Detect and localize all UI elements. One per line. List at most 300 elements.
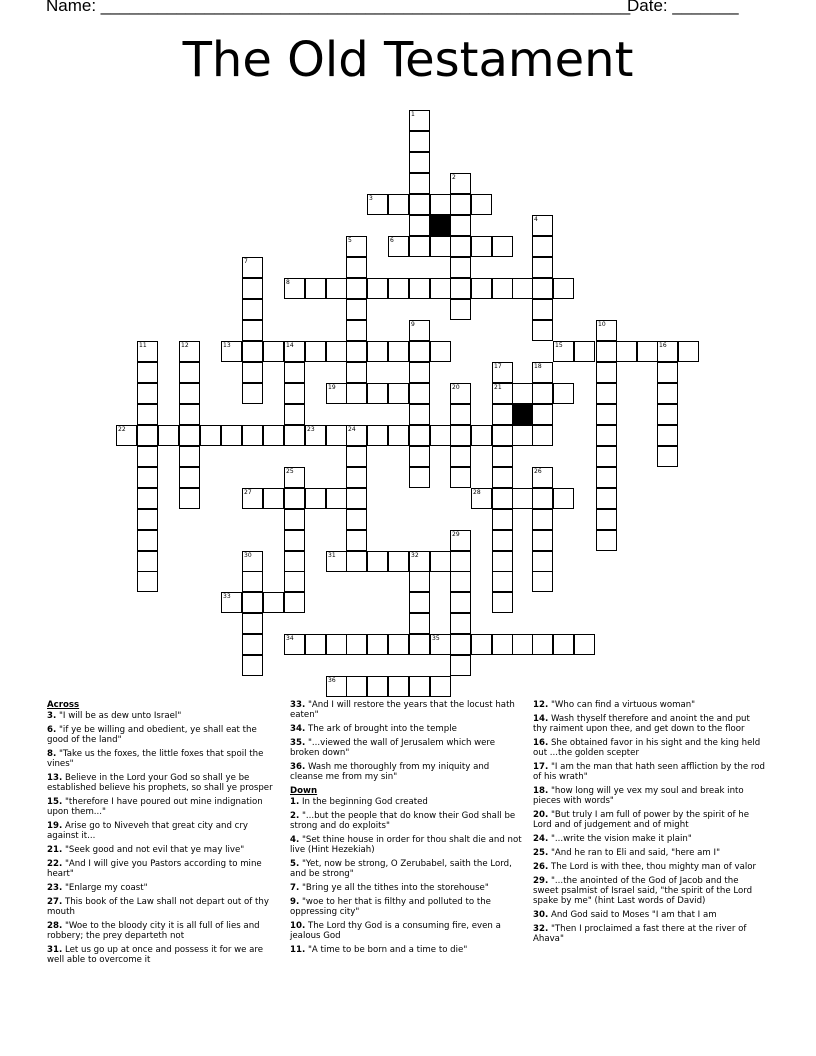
grid-cell[interactable] [430, 425, 451, 446]
clue-item [47, 797, 279, 817]
grid-cell[interactable] [492, 404, 513, 425]
grid-cell[interactable] [409, 215, 430, 236]
clue-item [290, 762, 522, 782]
grid-cell[interactable] [137, 509, 158, 530]
grid-cell[interactable] [450, 551, 471, 572]
clue-number-label: 1. [290, 797, 300, 807]
grid-cell[interactable] [492, 488, 513, 509]
grid-cell[interactable] [532, 404, 553, 425]
clue-item [47, 921, 279, 941]
grid-cell[interactable] [305, 634, 326, 655]
grid-cell[interactable] [532, 236, 553, 257]
clue-text: The Lord is with thee, thou mighty man of valor [548, 862, 757, 872]
grid-cell[interactable] [492, 446, 513, 467]
clue-text: "Set thine house in order for thou shalt die and not live (Hint Hezekiah) [290, 835, 522, 855]
clue-number-label: 29. [533, 876, 549, 886]
clue-item [290, 700, 522, 720]
grid-cell[interactable] [574, 341, 595, 362]
clue-number-label: 17. [533, 762, 549, 772]
grid-cell[interactable] [409, 194, 430, 215]
grid-cell[interactable] [450, 613, 471, 634]
grid-cell[interactable] [430, 236, 451, 257]
grid-cell[interactable] [430, 278, 451, 299]
grid-cell[interactable] [450, 425, 471, 446]
grid-cell[interactable] [596, 362, 617, 383]
clue-number: 4 [534, 216, 538, 223]
clue-number-label: 21. [47, 845, 63, 855]
grid-cell[interactable] [596, 509, 617, 530]
grid-cell[interactable] [450, 404, 471, 425]
grid-cell[interactable] [596, 446, 617, 467]
clue-item [290, 859, 522, 879]
grid-cell[interactable] [179, 362, 200, 383]
clue-number: 20 [452, 384, 460, 391]
grid-cell[interactable] [409, 131, 430, 152]
clue-item [47, 821, 279, 841]
grid-cell[interactable] [305, 278, 326, 299]
clue-item [533, 862, 765, 872]
date-label: Date: _______ [627, 0, 739, 15]
clue-text: "I am the man that hath seen affliction by the rod of his wrath" [533, 762, 765, 782]
grid-cell[interactable] [512, 488, 533, 509]
grid-cell[interactable] [137, 383, 158, 404]
clue-text: This book of the Law shall not depart out of thy mouth [47, 897, 269, 917]
clue-text: The ark of brought into the temple [305, 724, 457, 734]
clue-number: 2 [452, 174, 456, 181]
grid-cell[interactable] [388, 634, 409, 655]
grid-cell[interactable] [596, 341, 617, 362]
clue-item [290, 797, 522, 807]
grid-cell[interactable] [657, 404, 678, 425]
grid-cell[interactable] [409, 676, 430, 697]
grid-cell[interactable] [242, 383, 263, 404]
clue-text: Let us go up at once and possess it for we are well able to overcome it [47, 945, 264, 965]
clue-number: 8 [286, 279, 290, 286]
grid-cell[interactable] [532, 634, 553, 655]
clue-number: 12 [181, 342, 189, 349]
clue-number: 29 [452, 531, 460, 538]
grid-cell[interactable] [553, 488, 574, 509]
clue-item [290, 811, 522, 831]
grid-cell[interactable] [409, 278, 430, 299]
clue-item [290, 883, 522, 893]
grid-cell[interactable] [263, 592, 284, 613]
clue-text: "I will be as dew unto Israel" [56, 711, 182, 721]
grid-cell[interactable] [388, 341, 409, 362]
grid-cell[interactable] [326, 341, 347, 362]
grid-cell[interactable] [137, 425, 158, 446]
grid-cell[interactable] [450, 194, 471, 215]
grid-cell[interactable] [346, 634, 367, 655]
clues-column-2 [290, 700, 522, 959]
clue-number: 3 [369, 195, 373, 202]
grid-cell[interactable] [409, 362, 430, 383]
clue-number: 11 [139, 342, 147, 349]
grid-cell[interactable] [492, 634, 513, 655]
grid-cell[interactable] [512, 278, 533, 299]
grid-cell[interactable] [553, 634, 574, 655]
clue-item [47, 859, 279, 879]
across-heading: Across [47, 700, 80, 710]
grid-cell[interactable] [492, 278, 513, 299]
grid-cell[interactable] [409, 404, 430, 425]
clue-item [47, 845, 279, 855]
grid-cell[interactable] [532, 257, 553, 278]
grid-cell[interactable] [553, 278, 574, 299]
grid-cell[interactable] [346, 467, 367, 488]
clue-text: "And I will give you Pastors according to mine heart" [47, 859, 262, 879]
grid-cell[interactable] [532, 383, 553, 404]
grid-cell[interactable] [388, 425, 409, 446]
grid-cell[interactable] [367, 676, 388, 697]
grid-cell[interactable] [450, 655, 471, 676]
clue-text: She obtained favor in his sight and the king held out ...the golden scepter [533, 738, 761, 758]
clue-item [47, 749, 279, 769]
grid-cell[interactable] [388, 194, 409, 215]
grid-cell[interactable] [492, 425, 513, 446]
grid-cell[interactable] [532, 530, 553, 551]
clue-number-label: 9. [290, 897, 300, 907]
grid-cell[interactable] [346, 383, 367, 404]
grid-cell[interactable] [179, 425, 200, 446]
clue-text: "therefore I have poured out mine indignation upon them..." [47, 797, 263, 817]
grid-cell[interactable] [284, 488, 305, 509]
grid-cell[interactable] [409, 613, 430, 634]
grid-cell[interactable] [137, 362, 158, 383]
clue-number: 22 [118, 426, 126, 433]
grid-cell[interactable] [430, 551, 451, 572]
grid-cell[interactable] [657, 383, 678, 404]
grid-cell[interactable] [532, 551, 553, 572]
grid-cell[interactable] [388, 676, 409, 697]
grid-cell[interactable] [346, 320, 367, 341]
grid-cell[interactable] [450, 446, 471, 467]
clue-text: Arise go to Niveveh that great city and cry against it... [47, 821, 248, 841]
grid-cell[interactable] [512, 425, 533, 446]
clue-item [47, 711, 279, 721]
grid-cell[interactable] [450, 278, 471, 299]
grid-cell[interactable] [367, 551, 388, 572]
grid-cell[interactable] [450, 467, 471, 488]
grid-cell[interactable] [242, 341, 263, 362]
clue-number: 32 [411, 552, 419, 559]
clue-number: 35 [432, 635, 440, 642]
grid-cell[interactable] [532, 488, 553, 509]
grid-cell[interactable] [492, 530, 513, 551]
clues-column-3 [533, 700, 765, 948]
grid-cell[interactable] [657, 425, 678, 446]
clue-number: 10 [598, 321, 606, 328]
grid-cell[interactable] [409, 152, 430, 173]
grid-cell[interactable] [346, 676, 367, 697]
grid-cell[interactable] [409, 425, 430, 446]
grid-cell[interactable] [450, 592, 471, 613]
clue-text: "how long will ye vex my soul and break into pieces with words" [533, 786, 744, 806]
clue-number-label: 5. [290, 859, 300, 869]
grid-cell[interactable] [596, 530, 617, 551]
grid-cell[interactable] [409, 341, 430, 362]
grid-cell[interactable] [409, 236, 430, 257]
grid-cell[interactable] [284, 592, 305, 613]
grid-cell[interactable] [284, 509, 305, 530]
clue-item [533, 910, 765, 920]
grid-cell[interactable] [450, 571, 471, 592]
clue-number: 36 [328, 677, 336, 684]
clue-item [533, 714, 765, 734]
clue-number-label: 35. [290, 738, 306, 748]
grid-cell[interactable] [137, 571, 158, 592]
clue-item [290, 835, 522, 855]
clue-item [290, 724, 522, 734]
grid-cell[interactable] [532, 278, 553, 299]
clue-text: "Seek good and not evil that ye may live" [62, 845, 245, 855]
clue-number: 5 [348, 237, 352, 244]
clue-number: 28 [473, 489, 481, 496]
clue-text: "Bring ye all the tithes into the storehouse" [299, 883, 489, 893]
grid-cell[interactable] [388, 383, 409, 404]
grid-cell[interactable] [137, 488, 158, 509]
grid-cell[interactable] [346, 257, 367, 278]
clue-text: "Then I proclaimed a fast there at the river of Ahava" [533, 924, 747, 944]
grid-cell[interactable] [388, 551, 409, 572]
grid-cell[interactable] [492, 467, 513, 488]
grid-cell[interactable] [346, 446, 367, 467]
grid-cell[interactable] [179, 404, 200, 425]
grid-cell[interactable] [137, 530, 158, 551]
grid-cell[interactable] [242, 278, 263, 299]
clue-text: The Lord thy God is a consuming fire, even a jealous God [290, 921, 501, 941]
grid-cell[interactable] [532, 320, 553, 341]
grid-cell[interactable] [471, 425, 492, 446]
clue-item [533, 924, 765, 944]
clue-item [533, 700, 765, 710]
clue-text: "...the anointed of the God of Jacob and the sweet psalmist of Israel said, "the spirit of the Lord spake by me" (hint Last words of David) [533, 876, 753, 906]
grid-cell[interactable] [346, 278, 367, 299]
clue-number-label: 20. [533, 810, 549, 820]
grid-cell[interactable] [596, 404, 617, 425]
grid-cell[interactable] [242, 655, 263, 676]
clue-number: 7 [244, 258, 248, 265]
grid-cell[interactable] [284, 571, 305, 592]
grid-cell[interactable] [326, 488, 347, 509]
clue-number-label: 14. [533, 714, 549, 724]
grid-cell[interactable] [263, 341, 284, 362]
grid-cell[interactable] [284, 362, 305, 383]
clue-number: 6 [390, 237, 394, 244]
grid-cell[interactable] [430, 676, 451, 697]
grid-cell[interactable] [678, 341, 699, 362]
grid-cell[interactable] [616, 341, 637, 362]
grid-cell[interactable] [450, 236, 471, 257]
grid-cell[interactable] [179, 467, 200, 488]
grid-cell[interactable] [492, 592, 513, 613]
grid-cell[interactable] [532, 425, 553, 446]
grid-cell[interactable] [492, 571, 513, 592]
clue-number-label: 4. [290, 835, 300, 845]
clue-number: 33 [223, 593, 231, 600]
clue-item [533, 810, 765, 830]
clue-item [47, 725, 279, 745]
grid-cell[interactable] [200, 425, 221, 446]
grid-cell[interactable] [346, 488, 367, 509]
grid-cell[interactable] [242, 592, 263, 613]
grid-cell[interactable] [596, 467, 617, 488]
grid-cell[interactable] [471, 278, 492, 299]
clue-number-label: 30. [533, 910, 549, 920]
clue-number: 1 [411, 111, 415, 118]
grid-cell[interactable] [346, 362, 367, 383]
grid-cell[interactable] [596, 425, 617, 446]
grid-cell[interactable] [326, 278, 347, 299]
grid-cell[interactable] [450, 299, 471, 320]
grid-cell[interactable] [532, 571, 553, 592]
grid-cell[interactable] [179, 488, 200, 509]
clue-text: "Enlarge my coast" [62, 883, 148, 893]
clue-text: "And I will restore the years that the locust hath eaten" [290, 700, 515, 720]
grid-cell[interactable] [367, 634, 388, 655]
grid-cell[interactable] [242, 320, 263, 341]
grid-cell[interactable] [409, 446, 430, 467]
clue-number: 30 [244, 552, 252, 559]
clue-text: "Take us the foxes, the little foxes that spoil the vines" [47, 749, 264, 769]
grid-cell[interactable] [137, 446, 158, 467]
grid-cell[interactable] [284, 425, 305, 446]
clue-number-label: 22. [47, 859, 63, 869]
grid-cell[interactable] [492, 236, 513, 257]
grid-cell[interactable] [367, 278, 388, 299]
clue-number-label: 15. [47, 797, 63, 807]
grid-cell[interactable] [326, 634, 347, 655]
grid-cell[interactable] [450, 634, 471, 655]
grid-cell[interactable] [137, 404, 158, 425]
grid-cell[interactable] [532, 509, 553, 530]
grid-cell[interactable] [346, 299, 367, 320]
grid-cell[interactable] [409, 467, 430, 488]
grid-cell[interactable] [512, 634, 533, 655]
grid-cell[interactable] [492, 551, 513, 572]
black-cell [512, 404, 533, 425]
grid-cell[interactable] [657, 362, 678, 383]
clue-number-label: 32. [533, 924, 549, 934]
clue-number-label: 10. [290, 921, 306, 931]
grid-cell[interactable] [409, 383, 430, 404]
clue-text: "if ye be willing and obedient, ye shall eat the good of the land" [47, 725, 257, 745]
grid-cell[interactable] [242, 362, 263, 383]
clue-number-label: 2. [290, 811, 300, 821]
clue-item [533, 834, 765, 844]
grid-cell[interactable] [242, 634, 263, 655]
clue-number-label: 34. [290, 724, 306, 734]
grid-cell[interactable] [471, 634, 492, 655]
grid-cell[interactable] [492, 509, 513, 530]
down-heading: Down [290, 786, 318, 796]
grid-cell[interactable] [284, 551, 305, 572]
grid-cell[interactable] [263, 425, 284, 446]
grid-cell[interactable] [242, 425, 263, 446]
grid-cell[interactable] [367, 425, 388, 446]
grid-cell[interactable] [263, 488, 284, 509]
grid-cell[interactable] [137, 467, 158, 488]
clue-number: 15 [555, 342, 563, 349]
grid-cell[interactable] [179, 383, 200, 404]
clue-number-label: 36. [290, 762, 306, 772]
grid-cell[interactable] [430, 194, 451, 215]
grid-cell[interactable] [637, 341, 658, 362]
grid-cell[interactable] [409, 173, 430, 194]
grid-cell[interactable] [179, 446, 200, 467]
grid-cell[interactable] [346, 341, 367, 362]
clue-text: "But truly I am full of power by the spirit of he Lord and of judgement and of might [533, 810, 750, 830]
clue-text: And God said to Moses "I am that I am [548, 910, 717, 920]
grid-cell[interactable] [242, 299, 263, 320]
clue-number-label: 18. [533, 786, 549, 796]
grid-cell[interactable] [532, 299, 553, 320]
grid-cell[interactable] [367, 341, 388, 362]
clue-text: "And he ran to Eli and said, "here am I" [548, 848, 721, 858]
grid-cell[interactable] [574, 634, 595, 655]
grid-cell[interactable] [367, 383, 388, 404]
grid-cell[interactable] [450, 215, 471, 236]
grid-cell[interactable] [158, 425, 179, 446]
grid-cell[interactable] [471, 194, 492, 215]
grid-cell[interactable] [242, 613, 263, 634]
grid-cell[interactable] [553, 383, 574, 404]
grid-cell[interactable] [471, 236, 492, 257]
grid-cell[interactable] [450, 257, 471, 278]
clue-number: 13 [223, 342, 231, 349]
clue-item [533, 762, 765, 782]
grid-cell[interactable] [596, 383, 617, 404]
grid-cell[interactable] [346, 551, 367, 572]
clue-item [47, 945, 279, 965]
grid-cell[interactable] [512, 383, 533, 404]
clue-number-label: 26. [533, 862, 549, 872]
grid-cell[interactable] [409, 571, 430, 592]
grid-cell[interactable] [346, 509, 367, 530]
clue-number: 21 [494, 384, 502, 391]
clue-number: 9 [411, 321, 415, 328]
clue-item [47, 773, 279, 793]
clue-text: "Woe to the bloody city it is all full of lies and robbery; the prey departeth not [47, 921, 260, 941]
clue-item [533, 786, 765, 806]
grid-cell[interactable] [409, 592, 430, 613]
grid-cell[interactable] [326, 425, 347, 446]
grid-cell[interactable] [346, 530, 367, 551]
clue-number: 23 [307, 426, 315, 433]
grid-cell[interactable] [305, 488, 326, 509]
black-cell [430, 215, 451, 236]
clue-text: Wash me thoroughly from my iniquity and cleanse me from my sin" [290, 762, 490, 782]
clue-number-label: 27. [47, 897, 63, 907]
grid-cell[interactable] [284, 530, 305, 551]
grid-cell[interactable] [284, 404, 305, 425]
clue-item [533, 848, 765, 858]
grid-cell[interactable] [657, 446, 678, 467]
grid-cell[interactable] [409, 634, 430, 655]
clue-number-label: 3. [47, 711, 57, 721]
grid-cell[interactable] [596, 488, 617, 509]
grid-cell[interactable] [284, 383, 305, 404]
grid-cell[interactable] [137, 551, 158, 572]
clue-number-label: 33. [290, 700, 306, 710]
grid-cell[interactable] [430, 341, 451, 362]
clue-text: "woe to her that is filthy and polluted to the oppressing city" [290, 897, 491, 917]
grid-cell[interactable] [221, 425, 242, 446]
name-label: Name: ________________________________________________________ [46, 0, 631, 15]
grid-cell[interactable] [388, 278, 409, 299]
grid-cell[interactable] [305, 341, 326, 362]
grid-cell[interactable] [242, 571, 263, 592]
